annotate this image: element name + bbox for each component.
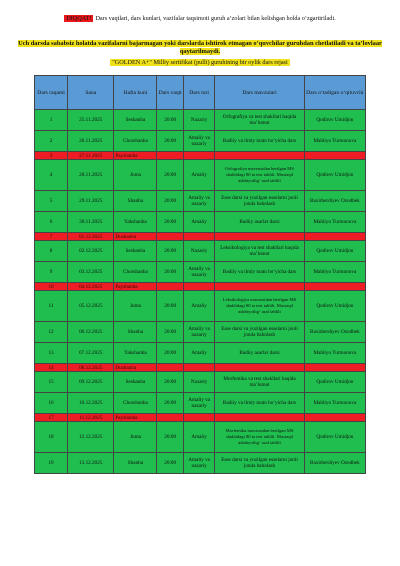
schedule-table: [34, 75, 366, 474]
cell-time: 20:00: [157, 131, 183, 152]
cell-weekday: Dushanba: [114, 364, 157, 372]
cell-teacher: Baxirberdiyev Ozodbek: [304, 453, 365, 474]
cell-teacher: Baxirberdiyev Ozodbek: [304, 191, 365, 212]
cell-weekday: Seshanba: [114, 110, 157, 131]
cell-date: 12.12.2025: [68, 422, 114, 453]
cell-date: 03.12.2025: [68, 262, 114, 283]
table-row: [35, 262, 366, 283]
cell-number: 11: [35, 291, 68, 322]
cell-topic: Badiiy va ilmiy matn bo‘yicha dars: [215, 262, 304, 283]
cell-number: 3: [35, 152, 68, 160]
cell-weekday: Dushanba: [114, 233, 157, 241]
table-row-day-off: [35, 152, 366, 160]
cell-time: 20:00: [157, 110, 183, 131]
cell-date: 11.12.2025: [68, 414, 114, 422]
table-row: [35, 131, 366, 152]
cell-teacher: Qodirov Umidjon: [304, 291, 365, 322]
col-header-number: Dars raqami: [35, 76, 68, 110]
cell-teacher: [304, 283, 365, 291]
cell-type: Nazariy: [183, 110, 214, 131]
cell-teacher: Qodirov Umidjon: [304, 241, 365, 262]
table-row-day-off: [35, 233, 366, 241]
cell-type: Amaliy va nazariy: [183, 131, 214, 152]
cell-time: 20:00: [157, 393, 183, 414]
cell-teacher: Mahliyo Turmonova: [304, 212, 365, 233]
schedule-subheading-text: "GOLDEN A+" Milliy sertifikat (pulli) guruhining bir oylik dars rejasi: [112, 59, 288, 66]
cell-number: 17: [35, 414, 68, 422]
table-row: [35, 191, 366, 212]
cell-topic: [215, 283, 304, 291]
cell-time: 20:00: [157, 241, 183, 262]
cell-teacher: Qodirov Umidjon: [304, 372, 365, 393]
table-header-row: [35, 76, 366, 110]
table-row: [35, 241, 366, 262]
cell-weekday: Chorshanba: [114, 393, 157, 414]
table-row: [35, 212, 366, 233]
cell-number: 2: [35, 131, 68, 152]
cell-date: 04.12.2025: [68, 283, 114, 291]
cell-time: 20:00: [157, 372, 183, 393]
cell-time: 20:00: [157, 212, 183, 233]
table-row: [35, 160, 366, 191]
cell-date: 07.12.2025: [68, 343, 114, 364]
cell-type: Nazariy: [183, 372, 214, 393]
cell-weekday: Shanba: [114, 322, 157, 343]
cell-weekday: Shanba: [114, 453, 157, 474]
cell-time: 20:00: [157, 343, 183, 364]
cell-date: 29.11.2025: [68, 191, 114, 212]
table-row-day-off: [35, 283, 366, 291]
table-row: [35, 322, 366, 343]
cell-time: [157, 152, 183, 160]
cell-teacher: Baxirberdiyev Ozodbek: [304, 322, 365, 343]
cell-number: 16: [35, 393, 68, 414]
cell-type: Amaliy: [183, 160, 214, 191]
rules-heading: [14, 40, 386, 56]
cell-type: Amaliy: [183, 291, 214, 322]
cell-topic: Morfemika mavzusidan berilgan MS shaklidagi 80 ta test tahlili. Mustaqil adabiyotlig‘ azal tahlili: [215, 422, 304, 453]
cell-topic: Badiiy va ilmiy matn bo‘yicha dars: [215, 131, 304, 152]
cell-teacher: Qodirov Umidjon: [304, 422, 365, 453]
rules-heading-text: Uch darsda sababsiz holatda vazifalarni bajarmagan yoki darslarda ishtirok etmagan o‘quvchilar guruhdan chetlatiladi va ta’lovlaar qaytarilmaydi.: [18, 40, 382, 55]
cell-date: 13.12.2025: [68, 453, 114, 474]
cell-topic: Leksikologiya mavzusidan berilgan MS shaklidagi 80 ta test tahlili. Mustaqil adabiyotlig‘ azal tahlili: [215, 291, 304, 322]
cell-topic: Badiiy va ilmiy matn bo‘yicha dars: [215, 393, 304, 414]
cell-type: Amaliy: [183, 212, 214, 233]
table-row: [35, 291, 366, 322]
table-row: [35, 110, 366, 131]
cell-type: Amaliy va nazariy: [183, 453, 214, 474]
cell-type: Amaliy: [183, 422, 214, 453]
cell-type: [183, 364, 214, 372]
cell-date: 25.11.2025: [68, 110, 114, 131]
col-header-weekday: Hafta kuni: [114, 76, 157, 110]
cell-teacher: [304, 414, 365, 422]
cell-teacher: [304, 233, 365, 241]
cell-number: 4: [35, 160, 68, 191]
cell-number: 6: [35, 212, 68, 233]
cell-date: 28.11.2025: [68, 160, 114, 191]
cell-type: Amaliy va nazariy: [183, 262, 214, 283]
cell-topic: [215, 364, 304, 372]
cell-number: 1: [35, 110, 68, 131]
cell-date: 05.12.2025: [68, 291, 114, 322]
col-header-time: Dars vaqti: [157, 76, 183, 110]
cell-topic: [215, 152, 304, 160]
cell-time: 20:00: [157, 422, 183, 453]
cell-time: 20:00: [157, 191, 183, 212]
cell-weekday: Juma: [114, 291, 157, 322]
cell-time: [157, 364, 183, 372]
cell-topic: Esse darsi va yozilgan esselarni jonli jonda baholash: [215, 322, 304, 343]
cell-number: 8: [35, 241, 68, 262]
cell-type: [183, 414, 214, 422]
col-header-teacher: Dars o‘tadigan o‘qituvchi: [304, 76, 365, 110]
cell-date: 02.12.2025: [68, 241, 114, 262]
cell-date: 10.12.2025: [68, 393, 114, 414]
cell-time: 20:00: [157, 453, 183, 474]
cell-weekday: Chorshanba: [114, 131, 157, 152]
cell-type: Amaliy va nazariy: [183, 322, 214, 343]
table-row: [35, 453, 366, 474]
notice-tag: DIQQAT!: [66, 15, 92, 22]
cell-date: 09.12.2025: [68, 372, 114, 393]
cell-topic: Orfografiya mavzusidan berilgan MS shaklidagi 80 ta test tahlili. Mustaqil adabiyotlig‘ azal tahlili: [215, 160, 304, 191]
cell-teacher: Mahliyo Turmonova: [304, 262, 365, 283]
cell-number: 9: [35, 262, 68, 283]
cell-number: 12: [35, 322, 68, 343]
col-header-type: Dars turi: [183, 76, 214, 110]
cell-time: [157, 414, 183, 422]
cell-date: 30.11.2025: [68, 212, 114, 233]
cell-type: Amaliy va nazariy: [183, 393, 214, 414]
cell-topic: Esse darsi va yozilgan esselarni jonli jonda baholash: [215, 191, 304, 212]
cell-weekday: Seshanba: [114, 372, 157, 393]
table-row: [35, 393, 366, 414]
cell-topic: [215, 233, 304, 241]
cell-topic: Leksikologiya va test shakllari haqida ma’lumot: [215, 241, 304, 262]
cell-type: [183, 233, 214, 241]
cell-time: 20:00: [157, 291, 183, 322]
cell-teacher: Qodirov Umidjon: [304, 110, 365, 131]
cell-time: 20:00: [157, 262, 183, 283]
cell-date: 06.12.2025: [68, 322, 114, 343]
cell-topic: Orfografiya va test shakllari haqida ma’lumot: [215, 110, 304, 131]
col-header-date: Sana: [68, 76, 114, 110]
cell-number: 19: [35, 453, 68, 474]
cell-weekday: Juma: [114, 160, 157, 191]
cell-teacher: Qodirov Umidjon: [304, 160, 365, 191]
cell-teacher: Mahliyo Turmonova: [304, 131, 365, 152]
table-row: [35, 343, 366, 364]
cell-teacher: Mahliyo Turmonova: [304, 343, 365, 364]
table-row-day-off: [35, 414, 366, 422]
cell-date: 27.11.2025: [68, 152, 114, 160]
schedule-subheading: [0, 59, 400, 66]
table-row-day-off: [35, 364, 366, 372]
cell-teacher: [304, 152, 365, 160]
notice-text: Dars vaqtlari, dars kunlari, vazifalar taqsimoti guruh a’zolari bilan kelishgan holda o‘zgartiriladi.: [95, 15, 336, 22]
cell-time: [157, 283, 183, 291]
cell-date: 08.12.2025: [68, 364, 114, 372]
cell-weekday: Shanba: [114, 191, 157, 212]
cell-teacher: Mahliyo Turmonova: [304, 393, 365, 414]
cell-type: Nazariy: [183, 241, 214, 262]
cell-date: 26.11.2025: [68, 131, 114, 152]
cell-weekday: Payshanba: [114, 283, 157, 291]
cell-topic: Badiiy asarlar darsi: [215, 212, 304, 233]
notice: [0, 15, 400, 22]
cell-topic: [215, 414, 304, 422]
cell-number: 13: [35, 343, 68, 364]
col-header-topic: Dars mavzulari: [215, 76, 304, 110]
cell-number: 10: [35, 283, 68, 291]
cell-topic: Morfemika va test shakllari haqida ma’lumot: [215, 372, 304, 393]
table-row: [35, 422, 366, 453]
cell-type: [183, 283, 214, 291]
cell-type: Amaliy va nazariy: [183, 191, 214, 212]
cell-number: 18: [35, 422, 68, 453]
cell-type: Amaliy: [183, 343, 214, 364]
cell-weekday: Yakshanba: [114, 212, 157, 233]
cell-time: [157, 233, 183, 241]
cell-weekday: Payshanba: [114, 414, 157, 422]
cell-date: 01.12.2025: [68, 233, 114, 241]
cell-time: 20:00: [157, 322, 183, 343]
cell-weekday: Payshanba: [114, 152, 157, 160]
cell-time: 20:00: [157, 160, 183, 191]
cell-weekday: Chorshanba: [114, 262, 157, 283]
cell-number: 15: [35, 372, 68, 393]
cell-number: 7: [35, 233, 68, 241]
table-row: [35, 372, 366, 393]
cell-teacher: [304, 364, 365, 372]
cell-weekday: Juma: [114, 422, 157, 453]
cell-type: [183, 152, 214, 160]
cell-number: 14: [35, 364, 68, 372]
cell-weekday: Yakshanba: [114, 343, 157, 364]
cell-number: 5: [35, 191, 68, 212]
cell-topic: Esse darsi va yozilgan esselarni jonli jonda baholash: [215, 453, 304, 474]
cell-weekday: Seshanba: [114, 241, 157, 262]
cell-topic: Badiiy asarlar darsi: [215, 343, 304, 364]
